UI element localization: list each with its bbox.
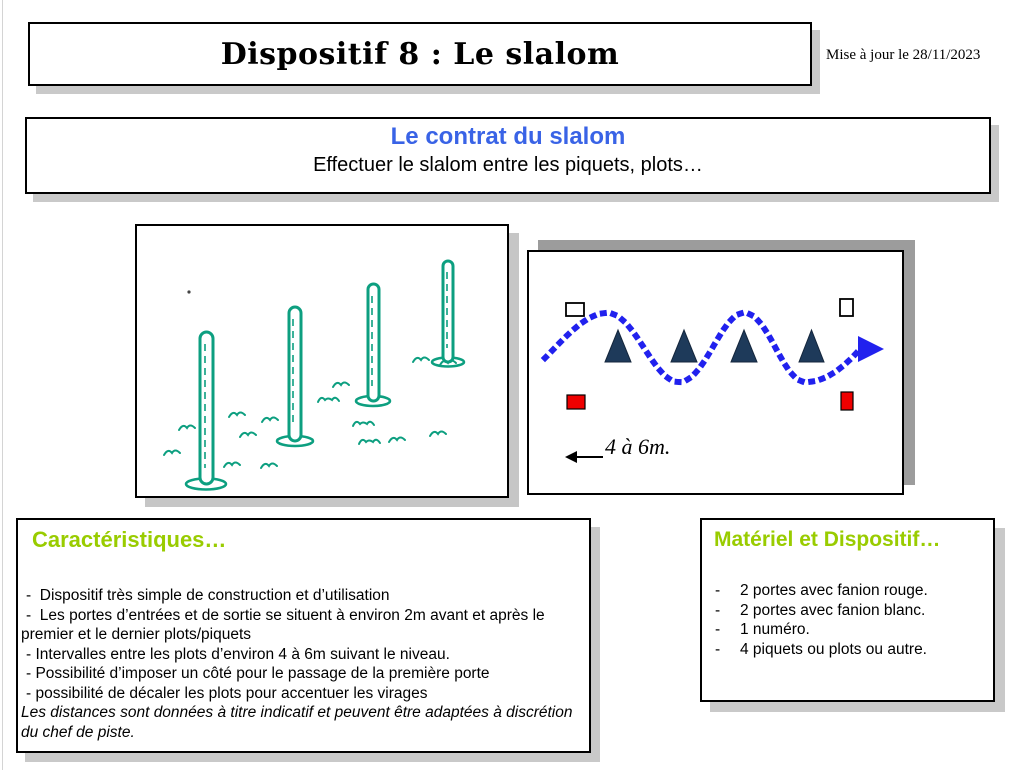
- contract-heading: Le contrat du slalom: [390, 123, 626, 150]
- gate-flag-red-right: [841, 392, 853, 410]
- grass-tuft: [413, 358, 429, 363]
- grass-tuft: [430, 432, 446, 437]
- grass-tuft: [389, 438, 405, 443]
- material-item: [702, 640, 993, 660]
- characteristics-heading: Caractéristiques…: [32, 527, 227, 552]
- ink-dot: [187, 290, 190, 293]
- gate-flag-white-left: [566, 303, 584, 316]
- contract-box: [25, 117, 991, 194]
- materials-box: [700, 518, 995, 702]
- material-text: 4 piquets ou plots ou autre.: [740, 640, 927, 658]
- grass-tuft: [318, 398, 339, 402]
- slalom-cone: [799, 330, 824, 362]
- material-bullet: -: [715, 640, 721, 658]
- update-date: Mise à jour le 28/11/2023: [826, 47, 981, 63]
- contract-subtitle: Effectuer le slalom entre les piquets, plots…: [313, 154, 703, 176]
- distance-arrow-head-icon: [565, 451, 577, 463]
- materials-list: [702, 581, 993, 659]
- material-bullet: -: [715, 621, 721, 638]
- piquet-post: [186, 332, 226, 490]
- path-arrowhead-icon: [858, 336, 884, 362]
- title-box: [28, 22, 812, 86]
- piquet-post: [432, 261, 464, 367]
- grass-tuft: [262, 418, 278, 423]
- distance-label: 4 à 6m.: [605, 434, 671, 459]
- material-item: [702, 620, 993, 640]
- grass-tuft: [240, 433, 256, 438]
- gate-flag-red-left: [567, 395, 585, 409]
- piquet-post: [277, 307, 313, 446]
- page-left-edge-line: [2, 0, 3, 770]
- material-item: [702, 581, 993, 601]
- grass-tuft: [229, 413, 245, 418]
- grass-tuft: [261, 464, 277, 469]
- piquets-sketch: [137, 226, 507, 496]
- characteristics-body: [21, 586, 577, 742]
- characteristic-item: - possibilité de décaler les plots pour accentuer les virages: [26, 684, 428, 702]
- material-text: 1 numéro.: [740, 621, 810, 638]
- slalom-cone: [605, 330, 631, 362]
- slalom-cone: [731, 330, 757, 362]
- grass-tuft: [224, 463, 240, 468]
- page-title: Dispositif 8 : Le slalom: [220, 36, 620, 72]
- material-text: 2 portes avec fanion blanc.: [740, 601, 926, 619]
- characteristics-box: [16, 518, 591, 753]
- slalom-cone: [671, 330, 697, 362]
- characteristic-item: - Possibilité d’imposer un côté pour le passage de la première porte: [26, 665, 490, 682]
- material-item: [702, 601, 993, 621]
- materials-heading: Matériel et Dispositif…: [714, 528, 941, 551]
- material-bullet: -: [715, 601, 721, 619]
- characteristic-item: - Intervalles entre les plots d’environ 4 à 6m suivant le niveau.: [26, 645, 450, 663]
- grass-tuft: [353, 422, 374, 426]
- grass-tuft: [164, 451, 180, 456]
- grass-tuft: [179, 426, 195, 431]
- material-bullet: -: [715, 582, 721, 599]
- slalom-diagram: [527, 250, 904, 495]
- piquets-picture: [135, 224, 509, 498]
- piquet-post: [356, 284, 390, 406]
- gate-flag-white-right: [840, 299, 853, 316]
- characteristics-note: Les distances sont données à titre indicatif et peuvent être adaptées à discrétion du chef de piste.: [21, 704, 577, 741]
- grass-tuft: [333, 383, 349, 388]
- characteristic-item: - Les portes d’entrées et de sortie se situent à environ 2m avant et après le premier et le dernier plots/piquets: [21, 606, 549, 643]
- grass-tuft: [359, 440, 380, 444]
- material-text: 2 portes avec fanion rouge.: [740, 582, 928, 599]
- characteristic-item: - Dispositif très simple de construction et d’utilisation: [26, 587, 390, 604]
